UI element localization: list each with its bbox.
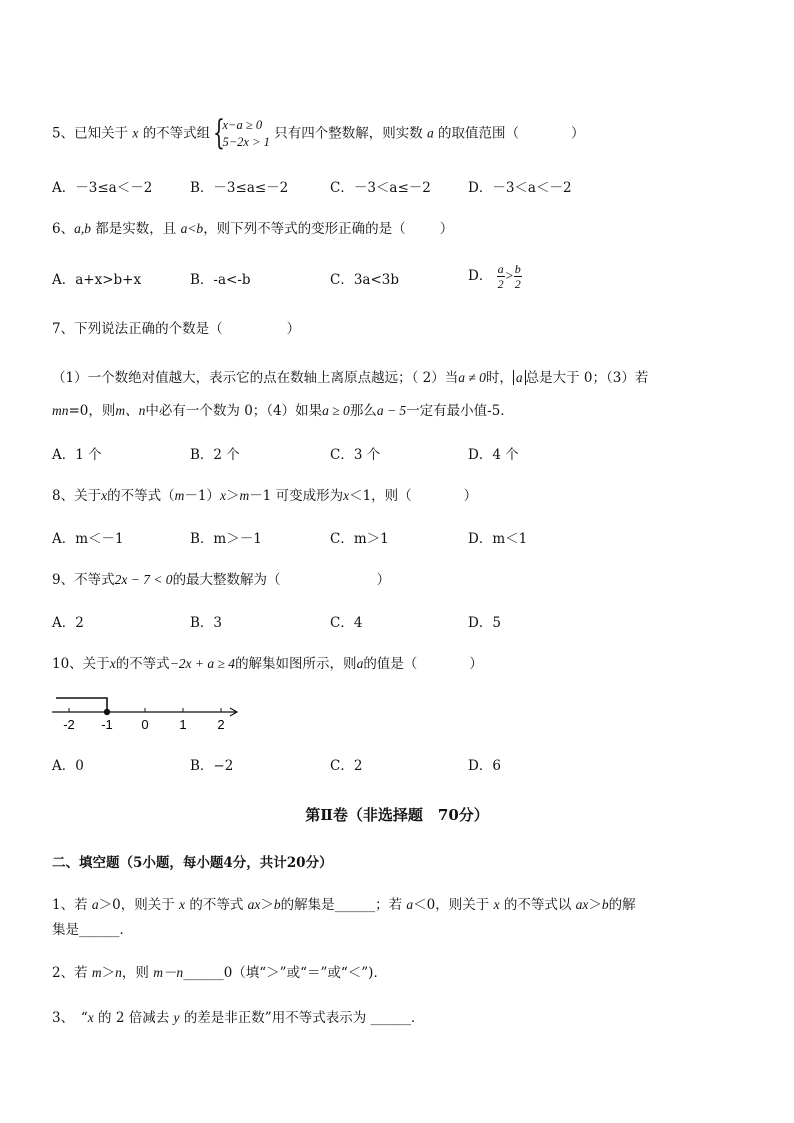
q8-stem: 8、关于x的不等式（m－1）x＞m－1 可变成形为x＜1，则（ ） (52, 488, 478, 504)
number-line-tick-label: -1 (101, 717, 113, 732)
q6-option-d[interactable]: D． $\frac{a}{2}$ > $\frac{b}{2}$ (468, 262, 521, 291)
variable-x: x (132, 125, 139, 141)
q9-stem: 9、不等式2x − 7 < 0的最大整数解为（ ） (52, 572, 391, 588)
q7-stem: 7、下列说法正确的个数是（ ） (52, 321, 301, 337)
q6-option-c[interactable]: C．3a<3b (330, 272, 400, 288)
q10-option-b[interactable]: B．−2 (190, 758, 234, 774)
q7-option-a[interactable]: A．1 个 (52, 447, 102, 463)
q8-option-c[interactable]: C．m＞1 (330, 531, 389, 547)
q5-option-d[interactable]: D．－3＜a＜－2 (468, 180, 572, 196)
section-title: 第Ⅱ卷（非选择题 70分） (305, 806, 489, 824)
fraction-b-over-2: $\frac{b}{2}$ (514, 262, 521, 291)
q7-option-b[interactable]: B．2 个 (190, 447, 240, 463)
q10-option-d[interactable]: D．6 (468, 758, 501, 774)
fill-2: 2、若 m＞n，则 m－n______0（填“＞”或“＝”或“＜”)． (52, 965, 387, 981)
q6-option-a[interactable]: A．a+x>b+x (52, 272, 142, 288)
section-heading: 二、填空题（5小题，每小题4分，共计20分） (52, 855, 333, 871)
q7-statement-line2: mn=0，则m、n中必有一个数为 0；（4）如果a ≥ 0那么a − 5一定有最小值-5． (52, 403, 514, 419)
absolute-value: a (513, 370, 526, 385)
q10-option-a[interactable]: A．0 (52, 758, 84, 774)
inequality-system: { x−a ≥ 0 5−2x > 1 (213, 113, 270, 153)
q9-option-a[interactable]: A．2 (52, 615, 84, 631)
brace-icon: { (213, 113, 226, 153)
number-line (50, 692, 250, 732)
q5-option-c[interactable]: C．－3＜a≤－2 (330, 180, 431, 196)
q10-stem: 10、关于x的不等式−2x + a ≥ 4的解集如图所示，则a的值是（ ） (52, 656, 483, 672)
fraction-a-over-2: $\frac{a}{2}$ (497, 262, 504, 291)
q9-option-b[interactable]: B．3 (190, 615, 223, 631)
q10-option-c[interactable]: C．2 (330, 758, 363, 774)
q9-option-d[interactable]: D．5 (468, 615, 501, 631)
q7-option-d[interactable]: D．4 个 (468, 447, 519, 463)
number-line-tick-label: 2 (217, 717, 225, 732)
q7-option-c[interactable]: C．3 个 (330, 447, 381, 463)
q8-option-b[interactable]: B．m＞－1 (190, 531, 262, 547)
q5-option-a[interactable]: A．－3≤a＜－2 (52, 180, 153, 196)
variable-a: a (427, 125, 434, 141)
fill-3: 3、 “x 的 2 倍减去 y 的差是非正数”用不等式表示为 ______． (52, 1010, 425, 1026)
q6-option-b[interactable]: B．-a<-b (190, 272, 251, 288)
number-line-tick-label: -2 (63, 717, 75, 732)
q8-option-a[interactable]: A．m＜－1 (52, 531, 124, 547)
fill-1-line1: 1、若 a＞0，则关于 x 的不等式 ax＞b的解集是______；若 a＜0，则关于 x 的不等式以 ax＞b的解 (52, 897, 636, 913)
fill-1-line2: 集是______． (52, 922, 133, 938)
q5-stem: 5、已知关于 x 的不等式组 { x−a ≥ 0 5−2x > 1 只有四个整数解，则实数 a 的取值范围（ ） (52, 113, 585, 153)
q5-option-b[interactable]: B．－3≤a≤－2 (190, 180, 289, 196)
q8-option-d[interactable]: D．m＜1 (468, 531, 528, 547)
q9-option-c[interactable]: C．4 (330, 615, 363, 631)
number-line-tick-label: 1 (179, 717, 187, 732)
q7-statement-line1: （1）一个数绝对值越大，表示它的点在数轴上离原点越远；（ 2）当a ≠ 0时， a 总是大于 0；（3）若 (52, 370, 649, 386)
solution-ray (56, 698, 107, 712)
q6-stem: 6、a,b 都是实数，且 a<b，则下列不等式的变形正确的是（ ） (52, 221, 454, 237)
number-line-tick-label: 0 (141, 717, 149, 732)
